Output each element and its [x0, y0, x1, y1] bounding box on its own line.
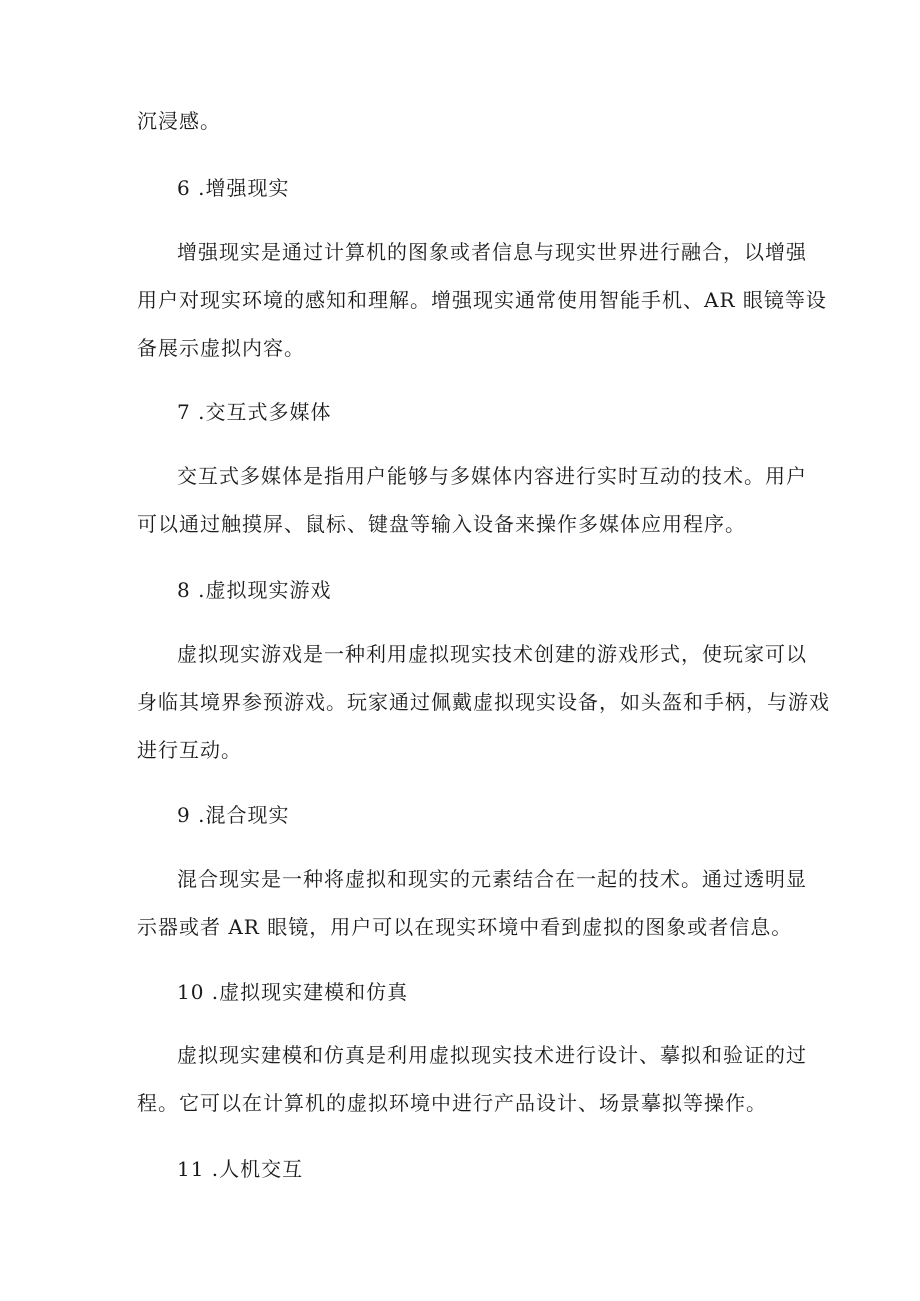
section-heading: 11 .人机交互 [177, 1157, 304, 1181]
paragraph-line: 身临其境界参预游戏。玩家通过佩戴虚拟现实设备，如头盔和手柄，与游戏 [137, 690, 830, 714]
continuation-text: 沉浸感。 [137, 109, 221, 133]
paragraph-line: 程。它可以在计算机的虚拟环境中进行产品设计、场景摹拟等操作。 [137, 1091, 767, 1115]
paragraph-line: 示器或者 AR 眼镜，用户可以在现实环境中看到虚拟的图象或者信息。 [137, 915, 793, 939]
section-heading: 9 .混合现实 [177, 803, 290, 827]
paragraph-line: 增强现实是通过计算机的图象或者信息与现实世界进行融合，以增强 [177, 240, 807, 264]
section-heading: 8 .虚拟现实游戏 [177, 578, 332, 602]
paragraph-line: 虚拟现实建模和仿真是利用虚拟现实技术进行设计、摹拟和验证的过 [177, 1043, 807, 1067]
section-heading: 7 .交互式多媒体 [177, 400, 332, 424]
paragraph-line: 虚拟现实游戏是一种利用虚拟现实技术创建的游戏形式，使玩家可以 [177, 642, 807, 666]
section-heading: 6 .增强现实 [177, 176, 290, 200]
paragraph-line: 交互式多媒体是指用户能够与多媒体内容进行实时互动的技术。用户 [177, 464, 807, 488]
paragraph-line: 备展示虚拟内容。 [137, 336, 305, 360]
paragraph-line: 可以通过触摸屏、鼠标、键盘等输入设备来操作多媒体应用程序。 [137, 512, 746, 536]
paragraph-line: 用户对现实环境的感知和理解。增强现实通常使用智能手机、AR 眼镜等设 [137, 288, 827, 312]
paragraph-line: 进行互动。 [137, 738, 242, 762]
section-heading: 10 .虚拟现实建模和仿真 [177, 980, 409, 1004]
paragraph-line: 混合现实是一种将虚拟和现实的元素结合在一起的技术。通过透明显 [177, 867, 807, 891]
